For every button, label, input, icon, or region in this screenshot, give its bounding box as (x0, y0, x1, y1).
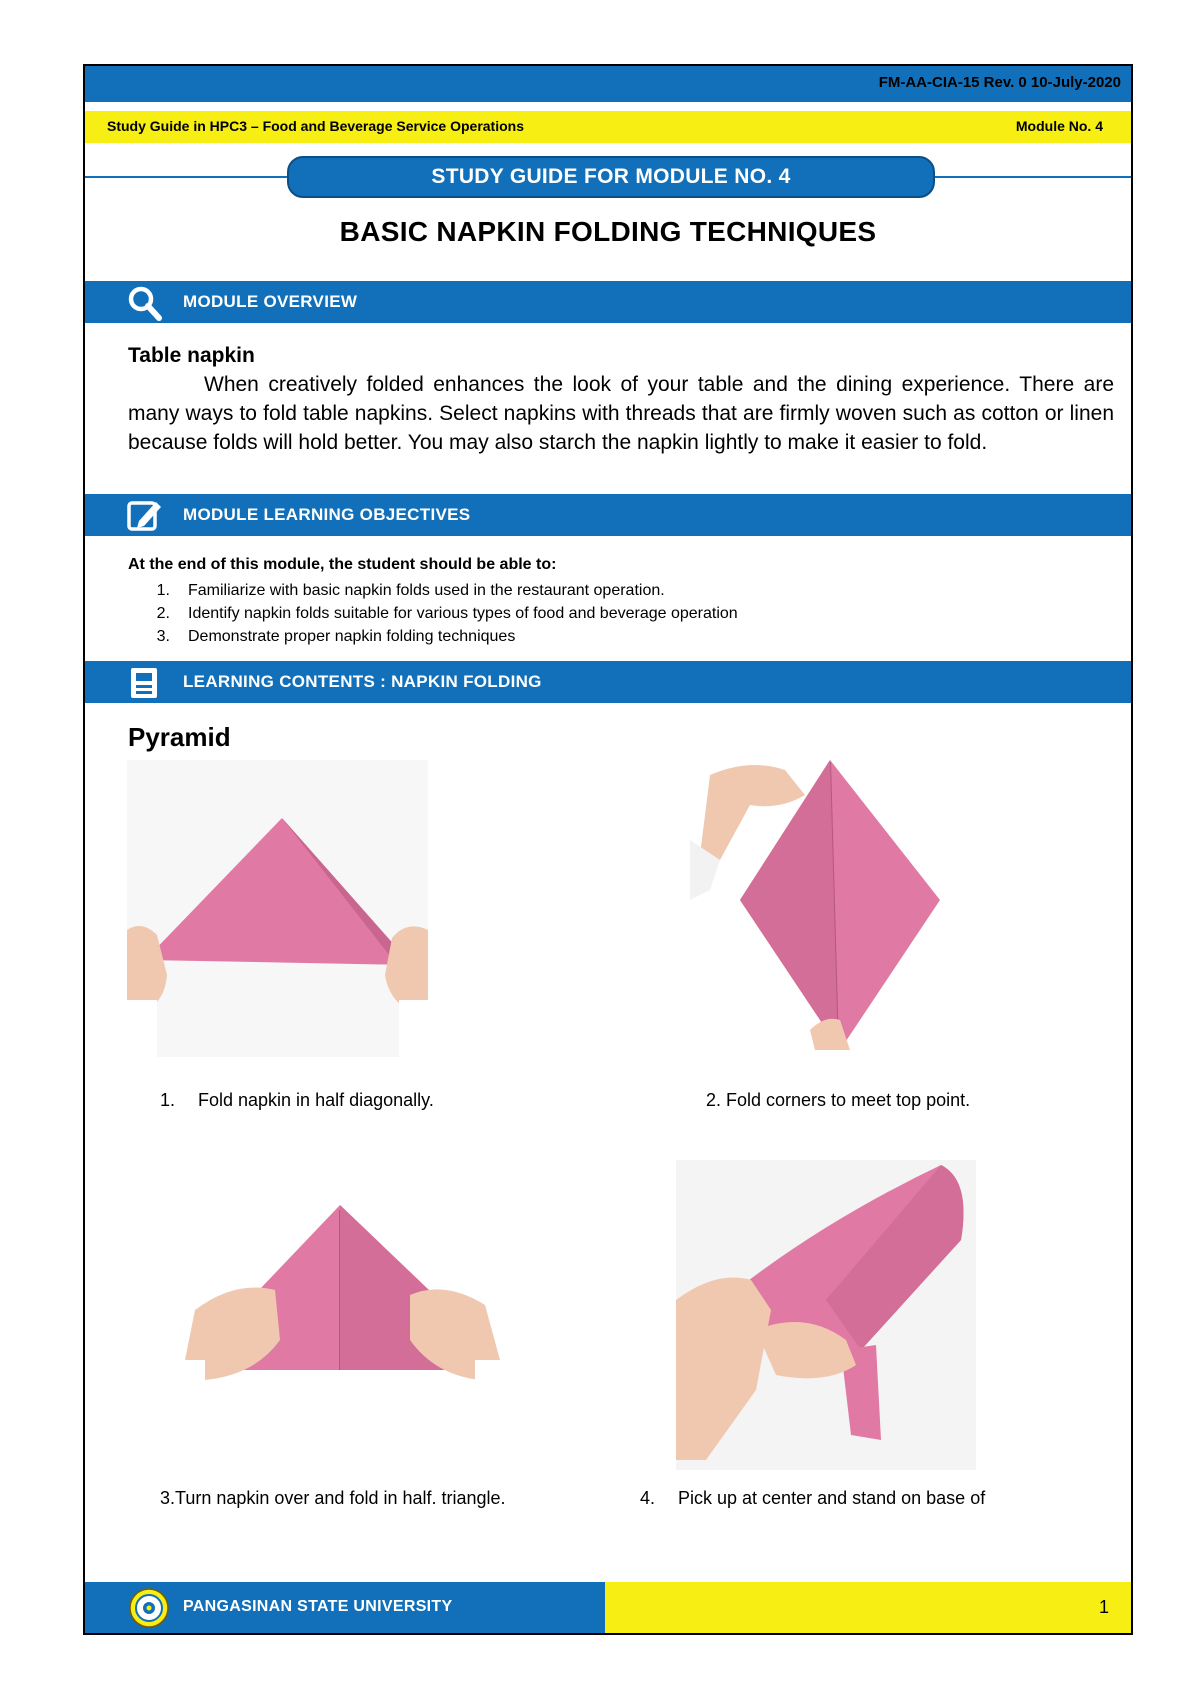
section-objectives (85, 494, 1131, 536)
item-text: Identify napkin folds suitable for various types of food and beverage operation (188, 605, 738, 622)
document-icon (125, 664, 165, 702)
form-code: FM-AA-CIA-15 Rev. 0 10-July-2020 (878, 74, 1121, 91)
form-code-bar (85, 66, 1131, 102)
section-label: LEARNING CONTENTS : NAPKIN FOLDING (183, 672, 542, 691)
step-3-photo (165, 1140, 515, 1405)
list-item (128, 602, 738, 625)
overview-heading: Table napkin (128, 344, 255, 367)
section-overview (85, 281, 1131, 323)
section-label: MODULE LEARNING OBJECTIVES (183, 505, 471, 524)
item-number: 3. (156, 628, 170, 645)
objectives-list (128, 579, 738, 648)
page-number: 1 (1098, 1597, 1109, 1617)
pencil-edit-icon (125, 497, 165, 535)
step-number: 1. (160, 1090, 176, 1110)
overview-text: When creatively folded enhances the look of your table and the dining experience. There are many ways to fold table napkins. Select napkins with threads that are firmly woven such as cotton or linen because folds will hold better. You may also starch the napkin lightly to make it easier to fold. (128, 373, 1114, 454)
footer-page-bar (605, 1582, 1131, 1633)
step-2-caption: 2. Fold corners to meet top point. (706, 1090, 971, 1110)
section-contents (85, 661, 1131, 703)
page-title: BASIC NAPKIN FOLDING TECHNIQUES (339, 216, 877, 247)
section-label: MODULE OVERVIEW (183, 292, 358, 311)
list-item (128, 625, 738, 648)
step-text: Pick up at center and stand on base of (678, 1488, 986, 1508)
item-number: 2. (156, 605, 170, 622)
footer-university-bar (85, 1582, 605, 1633)
step-4-photo (676, 1160, 976, 1470)
fold-name: Pyramid (128, 722, 231, 752)
step-number: 4. (640, 1488, 656, 1508)
step-1-caption (160, 1088, 434, 1112)
module-number: Module No. 4 (1015, 118, 1103, 134)
item-text: Familiarize with basic napkin folds used in the restaurant operation. (188, 582, 665, 599)
guide-title: STUDY GUIDE FOR MODULE NO. 4 (431, 165, 791, 188)
step-3-caption: 3.Turn napkin over and fold in half. triangle. (160, 1488, 506, 1508)
list-item (128, 579, 738, 602)
subject-title: Study Guide in HPC3 – Food and Beverage Service Operations (107, 118, 524, 134)
subject-bar (85, 111, 1131, 143)
university-name: PANGASINAN STATE UNIVERSITY (183, 1598, 453, 1615)
magnifier-icon (125, 284, 165, 322)
guide-title-banner (287, 156, 935, 198)
step-text: Fold napkin in half diagonally. (198, 1090, 434, 1110)
step-1-photo (127, 760, 428, 1057)
university-seal-icon (129, 1588, 169, 1628)
objectives-lead: At the end of this module, the student should be able to: (128, 556, 557, 573)
step-2-photo (690, 750, 992, 1057)
item-text: Demonstrate proper napkin folding techniques (188, 628, 516, 645)
step-4-caption (640, 1486, 985, 1510)
item-number: 1. (156, 582, 170, 599)
